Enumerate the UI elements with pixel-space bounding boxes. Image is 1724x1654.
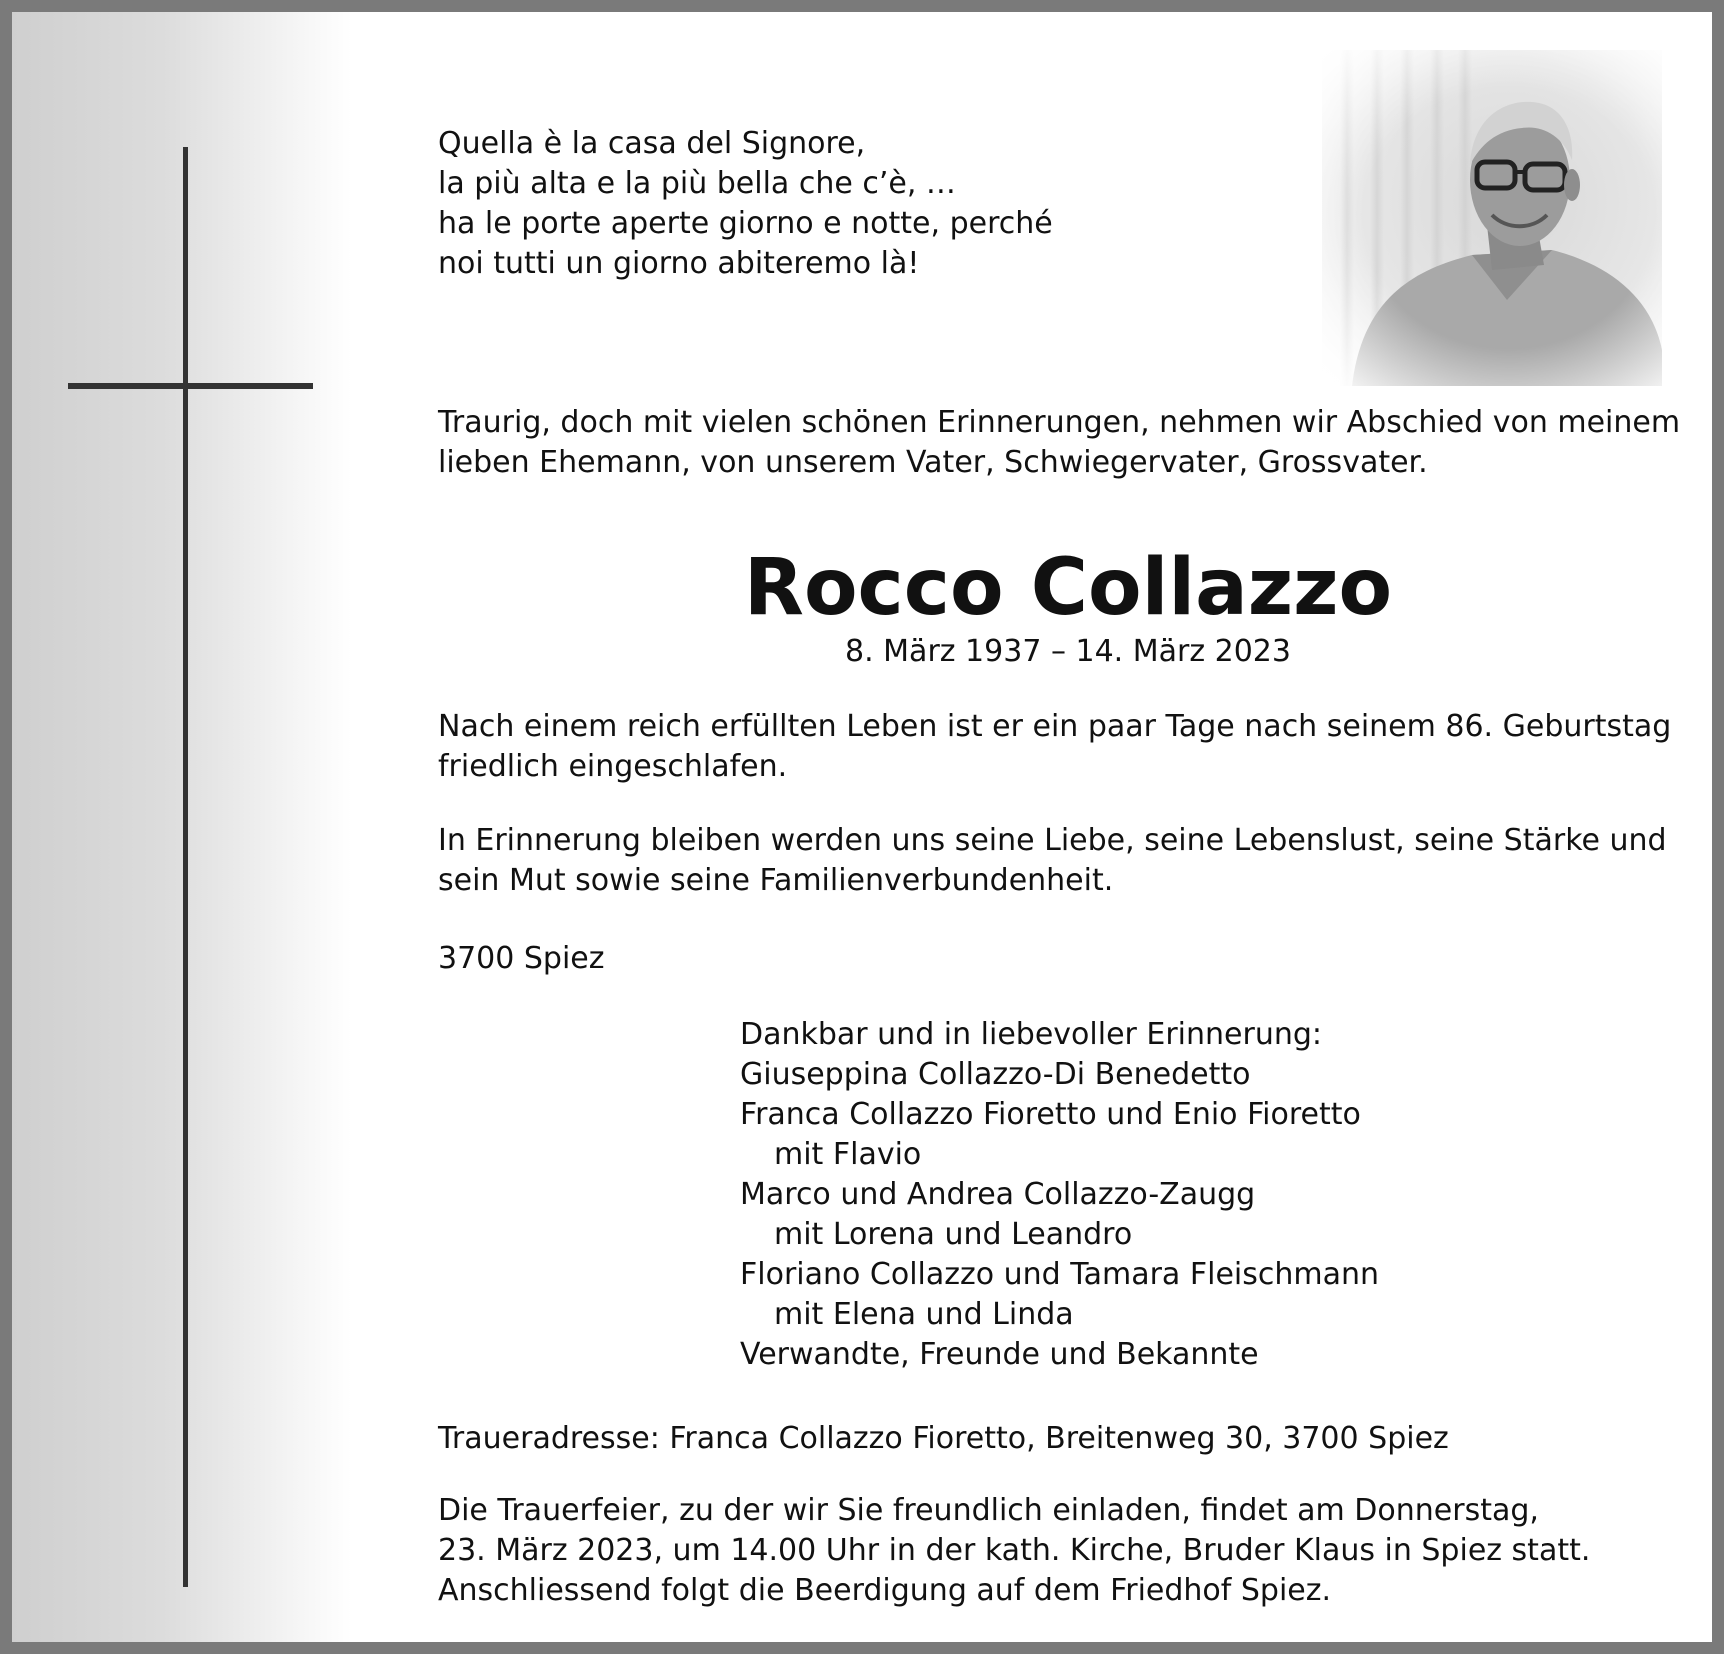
deceased-name: Rocco Collazzo — [743, 543, 1393, 633]
memory-line: In Erinnerung bleiben werden uns seine Liebe, seine Lebenslust, seine Stärke und — [438, 823, 1667, 858]
location: 3700 Spiez — [438, 941, 605, 976]
intro-line: Traurig, doch mit vielen schönen Erinnerungen, nehmen wir Abschied von meinem — [438, 405, 1681, 440]
intro-line: lieben Ehemann, von unserem Vater, Schwiegervater, Grossvater. — [438, 445, 1428, 480]
mourners-list — [740, 1015, 1379, 1375]
service-line: Anschliessend folgt die Beerdigung auf dem Friedhof Spiez. — [438, 1573, 1332, 1608]
mourner-entry: Giuseppina Collazzo-Di Benedetto — [740, 1057, 1251, 1092]
intro-paragraph — [438, 403, 1680, 483]
cross-horizontal-bar — [68, 383, 313, 389]
poem-line: Quella è la casa del Signore, — [438, 126, 866, 161]
cross-vertical-bar — [183, 147, 188, 1587]
mourner-entry: Franca Collazzo Fioretto und Enio Fioretto — [740, 1097, 1361, 1132]
poem-line: noi tutti un giorno abiteremo là! — [438, 246, 920, 281]
life-dates: 8. März 1937 – 14. März 2023 — [845, 634, 1291, 669]
mourner-entry: mit Flavio — [774, 1137, 922, 1172]
memory-line: sein Mut sowie seine Familienverbundenheit. — [438, 863, 1114, 898]
poem-line: ha le porte aperte giorno e notte, perché — [438, 206, 1053, 241]
portrait-photo — [1322, 50, 1662, 386]
life-paragraph — [438, 707, 1671, 787]
obituary-page — [12, 12, 1712, 1642]
memory-paragraph — [438, 821, 1667, 901]
mourner-entry: mit Elena und Linda — [774, 1297, 1074, 1332]
poem — [438, 124, 1053, 284]
mourner-entry: mit Lorena und Leandro — [774, 1217, 1133, 1252]
service-line: 23. März 2023, um 14.00 Uhr in der kath. Kirche, Bruder Klaus in Spiez statt. — [438, 1533, 1591, 1568]
mourners-heading: Dankbar und in liebevoller Erinnerung: — [740, 1017, 1323, 1052]
photo-vignette — [1322, 50, 1662, 386]
mourner-entry: Floriano Collazzo und Tamara Fleischmann — [740, 1257, 1380, 1292]
mourning-address: Traueradresse: Franca Collazzo Fioretto, Breitenweg 30, 3700 Spiez — [438, 1421, 1449, 1456]
mourner-entry: Marco und Andrea Collazzo-Zaugg — [740, 1177, 1256, 1212]
poem-line: la più alta e la più bella che c’è, … — [438, 166, 956, 201]
service-line: Die Trauerfeier, zu der wir Sie freundlich einladen, findet am Donnerstag, — [438, 1493, 1539, 1528]
life-line: Nach einem reich erfüllten Leben ist er ein paar Tage nach seinem 86. Geburtstag — [438, 709, 1672, 744]
service-paragraph — [438, 1491, 1590, 1611]
life-line: friedlich eingeschlafen. — [438, 749, 788, 784]
mourner-entry: Verwandte, Freunde und Bekannte — [740, 1337, 1259, 1372]
